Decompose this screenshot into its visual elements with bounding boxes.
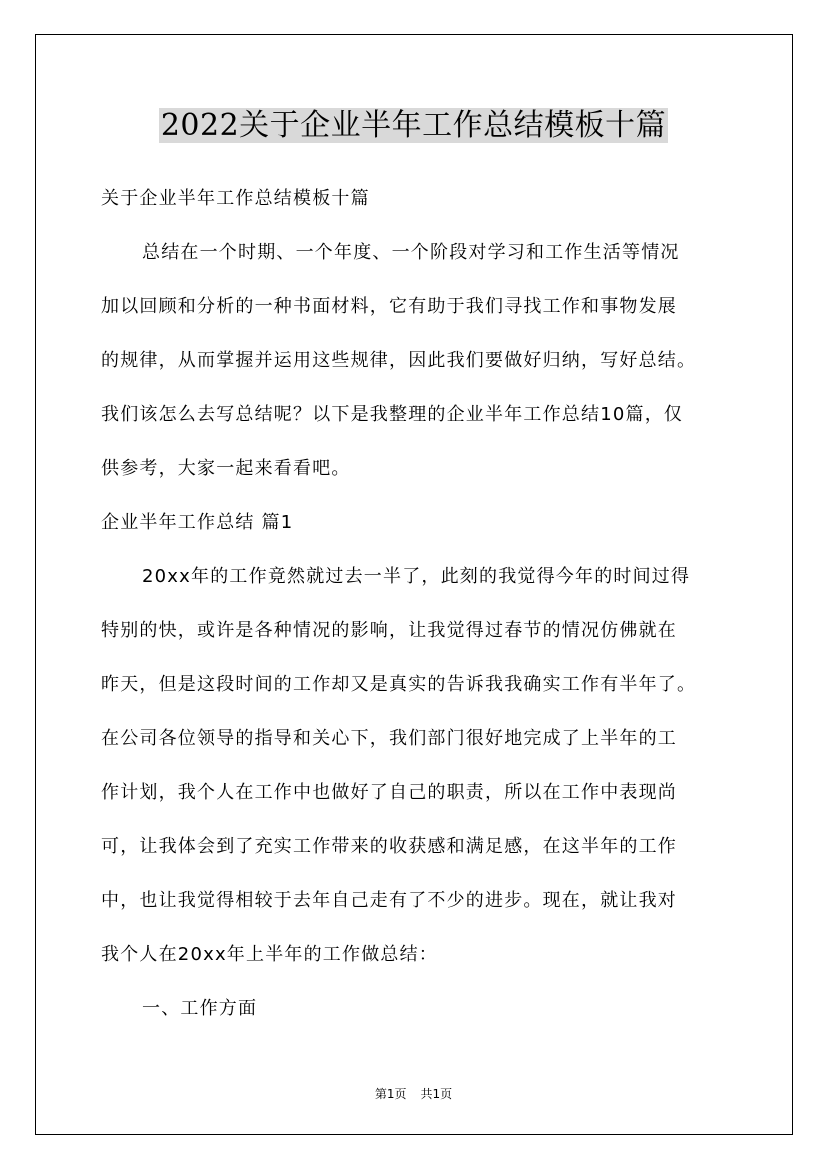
body-line: 昨天，但是这段时间的工作却又是真实的告诉我我确实工作有半年了。 — [101, 674, 697, 695]
intro-line: 供参考，大家一起来看看吧。 — [101, 458, 351, 479]
intro-line: 总结在一个时期、一个年度、一个阶段对学习和工作生活等情况 — [142, 242, 680, 263]
body-line: 中，也让我觉得相较于去年自己走有了不少的进步。现在，就让我对 — [101, 890, 677, 911]
page-total: 共1页 — [420, 1087, 453, 1101]
page-footer — [0, 1085, 827, 1102]
body-line: 可，让我体会到了充实工作带来的收获感和满足感，在这半年的工作 — [101, 836, 677, 857]
body-line: 特别的快，或许是各种情况的影响，让我觉得过春节的情况仿佛就在 — [101, 620, 677, 641]
intro-line: 的规律，从而掌握并运用这些规律，因此我们要做好归纳，写好总结。 — [101, 350, 697, 371]
body-line: 在公司各位领导的指导和关心下，我们部门很好地完成了上半年的工 — [101, 728, 677, 749]
page-number: 第1页 — [374, 1087, 407, 1101]
document-title: 2022关于企业半年工作总结模板十篇 — [160, 108, 667, 143]
body-line: 作计划，我个人在工作中也做好了自己的职责，所以在工作中表现尚 — [101, 782, 677, 803]
intro-line: 我们该怎么去写总结呢？以下是我整理的企业半年工作总结10篇，仅 — [101, 404, 684, 425]
body-line: 我个人在20xx年上半年的工作做总结： — [101, 944, 439, 965]
subtitle: 关于企业半年工作总结模板十篇 — [101, 188, 370, 209]
intro-line: 加以回顾和分析的一种书面材料，它有助于我们寻找工作和事物发展 — [101, 296, 677, 317]
body-line: 20xx年的工作竟然就过去一半了，此刻的我觉得今年的时间过得 — [142, 566, 691, 587]
sub-heading: 一、工作方面 — [142, 998, 258, 1019]
section-heading: 企业半年工作总结 篇1 — [101, 512, 294, 533]
